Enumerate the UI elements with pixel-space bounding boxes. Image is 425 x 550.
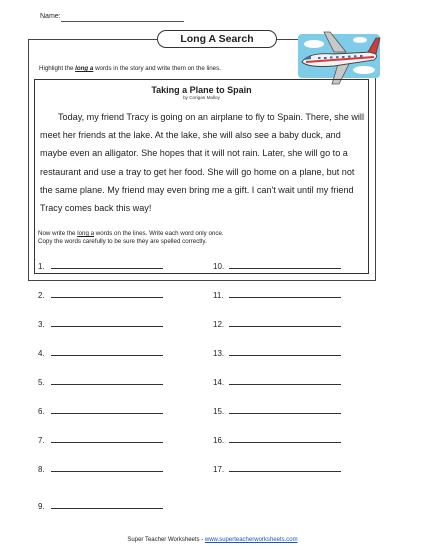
answer-line-2[interactable]: 2. xyxy=(38,291,163,300)
worksheet-title: Long A Search xyxy=(157,30,277,48)
answer-line-13[interactable]: 13. xyxy=(213,349,341,358)
footer-link[interactable]: www.superteacherworksheets.com xyxy=(204,537,298,543)
answer-line-4[interactable]: 4. xyxy=(38,349,163,358)
answer-line-6[interactable]: 6. xyxy=(38,407,163,416)
answer-line-15[interactable]: 15. xyxy=(213,407,341,416)
answer-line-17[interactable]: 17. xyxy=(213,465,341,474)
answer-line-11[interactable]: 11. xyxy=(213,291,341,300)
name-field-line[interactable] xyxy=(61,21,184,22)
footer: Super Teacher Worksheets - www.superteacherworksheets.com xyxy=(127,537,298,543)
story-text: Today, my friend Tracy is going on an airplane to fly to Spain. There, she will meet her friends at the lake. At the lake, she will also see a baby duck, and maybe even an alligator. She hopes that it will not rain. Later, she will go to a restaurant and use a tray to get her food. She will go home on a plane, but not the same plane. My friend may even bring me a gift. I can't wait until my friend Tracy comes back this way! xyxy=(40,112,364,214)
answer-line-14[interactable]: 14. xyxy=(213,378,341,387)
instruction-highlight: Highlight the long a words in the story and write them on the lines. xyxy=(39,65,221,72)
answer-line-3[interactable]: 3. xyxy=(38,320,163,329)
answer-line-12[interactable]: 12. xyxy=(213,320,341,329)
story-title: Taking a Plane to Spain xyxy=(151,85,252,95)
answer-line-5[interactable]: 5. xyxy=(38,378,163,387)
answer-line-8[interactable]: 8. xyxy=(38,465,163,474)
answer-line-7[interactable]: 7. xyxy=(38,436,163,445)
answer-line-16[interactable]: 16. xyxy=(213,436,341,445)
answer-line-10[interactable]: 10. xyxy=(213,262,341,271)
answer-line-9[interactable]: 9. xyxy=(38,502,163,511)
story-author: by Corigan Malloy xyxy=(183,95,220,100)
instruction-write: Now write the long a words on the lines. Write each word only once. Copy the words carefully to be sure they are spelled correctly. xyxy=(38,230,224,245)
answer-line-1[interactable]: 1. xyxy=(38,262,163,271)
name-label: Name: xyxy=(40,13,61,20)
